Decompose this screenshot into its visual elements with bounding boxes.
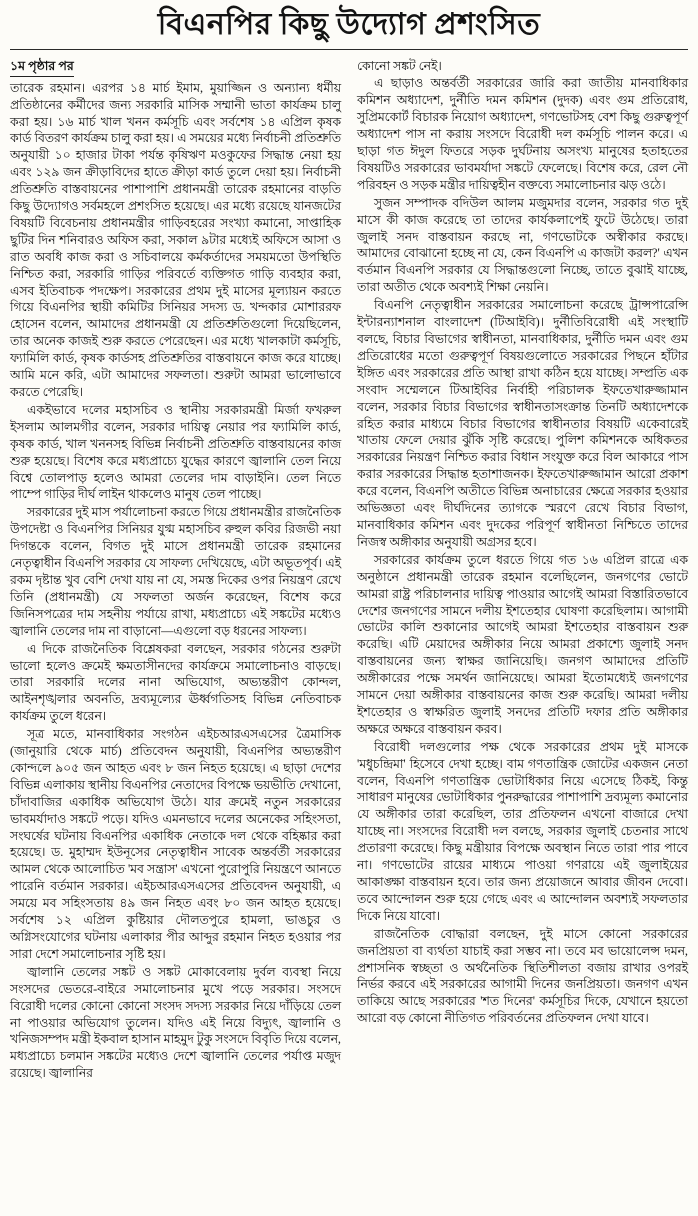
paragraph: তারেক রহমান। এরপর ১৪ মার্চ ইমাম, মুয়াজ্জিন ও অন্যান্য ধর্মীয় প্রতিষ্ঠানের কর্মীদের জন্য সরকারি মাসিক সম্মানী ভাতা কার্যক্রম চালু করা হয়। ১৬ মার্চ খাল খনন কর্মসূচি এবং সর্বশেষ ১৪ এপ্রিল কৃষক কার্ড বিতরণ কার্যক্রম চালু করা হয়। এ সময়ের মধ্যে নির্বাচনী প্রতিশ্রুতি অনুযায়ী ১০ হাজার টাকা পর্যন্ত কৃষিঋণ মওকুফের সিদ্ধান্ত নেয়া হয় এবং ১২৯ জন ক্রীড়াবিদের হাতে ক্রীড়া কার্ড তুলে দেয়া হয়। নির্বাচনী প্রতিশ্রুতি বাস্তবায়নের পাশাপাশি প্রধানমন্ত্রী তারেক রহমানের বাড়তি কিছু উদ্যোগও সর্বমহলে প্রশংসিত হয়েছে। এর মধ্যে রয়েছে যানজটের বিষয়টি বিবেচনায় প্রধানমন্ত্রীর গাড়িবহরের সংখ্যা কমানো, সাপ্তাহিক ছুটির দিন শনিবারও অফিস করা, সকাল ৯টার মধ্যেই অফিসে আসা ও রাত অবধি কাজ করা ও সচিবালয়ে কর্মকর্তাদের সময়মতো উপস্থিতি নিশ্চিত করা, সরকারি গাড়ির পরিবর্তে ব্যক্তিগত গাড়ি ব্যবহার করা, এসব ইতিবাচক পদক্ষেপ। সরকারের প্রথম দুই মাসের মূল্যায়ন করতে গিয়ে বিএনপির স্থায়ী কমিটির সিনিয়র সদস্য ড. খন্দকার মোশাররফ হোসেন বলেন, আমাদের প্রধানমন্ত্রী যে প্রতিশ্রুতিগুলো দিয়েছিলেন, তার অনেক কাজই শুরু করতে পেরেছেন। এর মধ্যে খালকাটা কর্মসূচি, ফ্যামিলি কার্ড, কৃষক কার্ডসহ প্রতিশ্রুতির বাস্তবায়নে কাজ করে যাচ্ছে। আমি মনে করি, এটা আমাদের সফলতা। শুরুটা আমরা ভালোভাবে করতে পেরেছি।: [10, 80, 341, 399]
paragraph: একইভাবে দলের মহাসচিব ও স্থানীয় সরকারমন্ত্রী মির্জা ফখরুল ইসলাম আলমগীর বলেন, সরকার দায়িত্ব নেয়ার পর ফ্যামিলি কার্ড, কৃষক কার্ড, খাল খননসহ বিভিন্ন নির্বাচনী প্রতিশ্রুতি বাস্তবায়নের কাজ শুরু হয়েছে। বিশেষ করে মধ্যপ্রাচ্যে যুদ্ধের কারণে জ্বালানি তেল নিয়ে বিশ্বে তোলপাড় হলেও আমরা তেলের দাম বাড়াইনি। তেল নিতে পাম্পে গাড়ির দীর্ঘ লাইন থাকলেও মানুষ তেল পাচ্ছে।: [10, 402, 341, 502]
paragraph: এ দিকে রাজনৈতিক বিশ্লেষকরা বলছেন, সরকার গঠনের শুরুটা ভালো হলেও ক্রমেই ক্ষমতাসীনদের কার্যক্রমে সমালোচনাও বাড়ছে। তারা সরকারি দলের নানা অভিযোগ, অভ্যন্তরীণ কোন্দল, আইনশৃঙ্খলার অবনতি, দ্রব্যমূল্যের ঊর্ধ্বগতিসহ বিভিন্ন নেতিবাচক কার্যক্রম তুলে ধরেন।: [10, 641, 341, 724]
paragraph: বিরোধী দলগুলোর পক্ষ থেকে সরকারের প্রথম দুই মাসকে 'মধুচন্দ্রিমা' হিসেবে দেখা হচ্ছে। বাম গণতান্ত্রিক জোটের একজন নেতা বলেন, বিএনপি গণতান্ত্রিক ভোটাধিকার নিয়ে এসেছে ঠিকই, কিন্তু সাধারণ মানুষের ভোটাধিকার পুনরুদ্ধারের পাশাপাশি দ্রব্যমূল্য কমানোর যে অঙ্গীকার তারা করেছিল, তার প্রতিফলন এখনো বাজারে দেখা যাচ্ছে না। সংসদের বিরোধী দল বলছে, সরকার জুলাই চেতনার সাথে প্রতারণা করেছে। কিছু মন্ত্রীয়ার বিপক্ষে অবস্থান নিতে তারা পার পাবে না। গণভোটের রায়ের মাধ্যমে পাওয়া গণরায়ে এই জুলাইয়ের আকাঙ্ক্ষা বাস্তবায়ন হবে। তার জন্য প্রয়োজনে আবার জীবন দেবো। তবে আন্দোলন শুরু হয়ে গেছে এবং এ আন্দোলন অবশ্যই সফলতার দিকে নিয়ে যাবো।: [357, 739, 688, 923]
article-column-left: [10, 58, 341, 1084]
paragraph: সূত্র মতে, মানবাধিকার সংগঠন এইচআরএসএসের ত্রৈমাসিক (জানুয়ারি থেকে মার্চ) প্রতিবেদন অনুযায়ী, বিএনপির অভ্যন্তরীণ কোন্দলে ৯০৫ জন আহত এবং ৮ জন নিহত হয়েছে। এ ছাড়া দেশের বিভিন্ন এলাকায় স্থানীয় বিএনপির নেতাদের বিপক্ষে ভয়ভীতি দেখানো, চাঁদাবাজির একাধিক অভিযোগ উঠে। যার ক্রমেই নতুন সরকারের ভাবমর্যাদাও সঙ্কটে পড়ে। যদিও এমনভাবে দলের অনেকের সহিংসতা, সংঘর্ষের ঘটনায় বিএনপির একাধিক নেতাকে দল থেকে বহিষ্কার করা হয়েছে। ড. মুহাম্মদ ইউনূসের নেতৃত্বাধীন সাবেক অন্তর্বর্তী সরকারের আমল থেকে আলোচিত 'মব সন্ত্রাস' এখনো পুরোপুরি নিয়ন্ত্রণে আনতে পারেনি বর্তমান সরকার। এইচআরএসএসের প্রতিবেদন অনুযায়ী, এ সময়ে মব সহিংসতায় ৪৯ জন নিহত এবং ৮০ জন আহত হয়েছে। সর্বশেষ ১২ এপ্রিল কুষ্টিয়ার দৌলতপুরে হামলা, ভাঙচুর ও অগ্নিসংযোগের ঘটনায় এলাকার পীর আব্দুর রহমান নিহত হওয়ার পর সারা দেশে সমালোচনার সৃষ্টি হয়।: [10, 727, 341, 961]
continuation-label: ১ম পৃষ্ঠার পর: [10, 58, 74, 77]
article-title: বিএনপির কিছু উদ্যোগ প্রশংসিত: [157, 8, 541, 41]
article-column-right: [357, 58, 688, 1029]
paragraph: রাজনৈতিক বোদ্ধারা বলছেন, দুই মাসে কোনো সরকারের জনপ্রিয়তা বা ব্যর্থতা যাচাই করা সম্ভব না। তবে মব ভায়োলেন্স দমন, প্রশাসনিক স্বচ্ছতা ও অর্থনৈতিক স্থিতিশীলতা বজায় রাখার ওপরই নির্ভর করবে এই সরকারের আগামী দিনের জনপ্রিয়তা। জনগণ এখন তাকিয়ে আছে সরকারের 'শত দিনের' কর্মসূচির দিকে, যেখানে হয়তো আরো বড় কোনো নীতিগত পরিবর্তনের প্রতিফলন দেখা যাবে।: [357, 926, 688, 1026]
paragraph: বিএনপি নেতৃত্বাধীন সরকারের সমালোচনা করেছে ট্রান্সপারেন্সি ইন্টারন্যাশনাল বাংলাদেশ (টিআইবি)। দুর্নীতিবিরোধী এই সংস্থাটি বলছে, বিচার বিভাগের স্বাধীনতা, মানবাধিকার, দুর্নীতি দমন এবং গুম প্রতিরোধের মতো গুরুত্বপূর্ণ বিষয়গুলোতে সরকারের পিছনে হাঁটার ইঙ্গিত এবং সরকারের প্রতি আস্থা রাখা কঠিন হয়ে যাচ্ছে। সম্প্রতি এক সংবাদ সম্মেলনে টিআইবির নির্বাহী পরিচালক ইফতেখারুজ্জামান বলেন, সরকার বিচার বিভাগের স্বাধীনতাসংক্রান্ত তিনটি অধ্যাদেশকে রহিত করার মাধ্যমে বিচার বিভাগের স্বাধীনতার বিষয়টি একেবারেই খাতায় ফেলে দেয়ার ঝুঁকি সৃষ্টি করেছে। পুলিশ কমিশনকে অধিকতর সরকারের নিয়ন্ত্রণ নিশ্চিত করার বিধান সংযুক্ত করে বিল আকারে পাস করার সরকারের সিদ্ধান্ত হতাশাজনক। ইফতেখারুজ্জামান আরো প্রকাশ করে বলেন, বিএনপি অতীতে বিভিন্ন অনাচারের ক্ষেত্রে সরকার হওয়ার অভিজ্ঞতা এবং দীর্ঘদিনের ত্যাগকে স্মরণে রেখে বিচার বিভাগ, মানবাধিকার কমিশন এবং দুদকের পরিপূর্ণ স্বাধীনতা নিশ্চিতে তাদের নিজস্ব অঙ্গীকার অনুযায়ী অগ্রসর হবে।: [357, 298, 688, 549]
article-body: [10, 58, 688, 1084]
title-divider: [10, 49, 688, 50]
paragraph: কোনো সঙ্কট নেই।: [357, 58, 442, 73]
paragraph: এ ছাড়াও অন্তর্বর্তী সরকারের জারি করা জাতীয় মানবাধিকার কমিশন অধ্যাদেশ, দুর্নীতি দমন কমিশন (দুদক) এবং গুম প্রতিরোধ, সুপ্রিমকোর্ট বিচারক নিয়োগ অধ্যাদেশ, গণভোটসহ বেশ কিছু গুরুত্বপূর্ণ অধ্যাদেশ পাস না করায় সংসদে বিরোধী দল কর্মসূচি পালন করে। এ ছাড়া গত ঈদুল ফিতরে সড়ক দুর্ঘটনায় অসংখ্য মানুষের হতাহতের বিষয়টিও সরকারের ভাবমর্যাদা সঙ্কটে ফেলেছে। বিশেষ করে, রেল নৌ পরিবহন ও সড়ক মন্ত্রীর দায়িত্বহীন বক্তব্যে সমালোচনার ঝড় ওঠে।: [357, 76, 688, 192]
paragraph: জ্বালানি তেলের সঙ্কট ও সঙ্কট মোকাবেলায় দুর্বল ব্যবস্থা নিয়ে সংসদের ভেতরে-বাইরে সমালোচনার মুখে পড়ে সরকার। সংসদে বিরোধী দলের কোনো কোনো সংসদ সদস্য সরকার নিয়ে দাঁড়িয়ে তেল না পাওয়ার অভিযোগ তুলেন। যদিও এই নিয়ে বিদ্যুৎ, জ্বালানি ও খনিজসম্পদ মন্ত্রী ইকবাল হাসান মাহমুদ টুকু সংসদে বিবৃতি দিয়ে বলেন, মধ্যপ্রাচ্যে চলমান সঙ্কটের মধ্যেও দেশে জ্বালানি তেলের পর্যাপ্ত মজুদ রয়েছে। জ্বালানির: [10, 964, 341, 1081]
paragraph: সরকারের কার্যক্রম তুলে ধরতে গিয়ে গত ১৬ এপ্রিল রাত্রে এক অনুষ্ঠানে প্রধানমন্ত্রী তারেক রহমান বলেছিলেন, জনগণের ভোটে আমরা রাষ্ট্র পরিচালনার দায়িত্ব পাওয়ার আগেই আমরা বিস্তারিতভাবে দেশের জনগণের সামনে দলীয় ইশতেহার ঘোষণা করেছিলাম। আগামী ভোটের কালি শুকানোর আগেই আমরা ইশতেহার বাস্তবায়ন শুরু করেছি। এটি মেয়াদের অঙ্গীকার নিয়ে আমরা প্রকাশ্যে জুলাই সনদ বাস্তবায়নের জন্য স্বাক্ষর জানিয়েছি। জনগণ আমাদের প্রতিটি অঙ্গীকারের পক্ষে সমর্থন জানিয়েছে। আমরা ইতোমধ্যেই জনগণের সামনে দেয়া অঙ্গীকার বাস্তবায়নের কাজ শুরু করেছি। আমরা দলীয় ইশতেহার ও স্বাক্ষরিত জুলাই সনদের প্রতিটি দফার প্রতি অঙ্গীকার অক্ষরে অক্ষরে বাস্তবায়ন করব।: [357, 552, 688, 736]
paragraph: সুজন সম্পাদক বদিউল আলম মজুমদার বলেন, সরকার গত দুই মাসে কী কাজ করেছে তা তাদের কার্যকলাপেই ফুটে উঠেছে। তারা জুলাই সনদ বাস্তবায়ন করছে না, গণভোটকে অস্বীকার করছে। আমাদের বোঝানো হচ্ছে না যে, কেন বিএনপি এ কাজটা করল?' এখন বর্তমান বিএনপি সরকার যে সিদ্ধান্তগুলো নিচ্ছে, তাতে বুঝাই যাচ্ছে, তারা অতীত থেকে অবশ্যই শিক্ষা নেয়নি।: [357, 195, 688, 295]
paragraph: সরকারের দুই মাস পর্যালোচনা করতে গিয়ে প্রধানমন্ত্রীর রাজনৈতিক উপদেষ্টা ও বিএনপির সিনিয়র যুগ্ম মহাসচিব রুহুল কবির রিজভী নয়া দিগন্তকে বলেন, বিগত দুই মাসে প্রধানমন্ত্রী তারেক রহমানের নেতৃত্বাধীন বিএনপি সরকার যে সাফল্য দেখিয়েছে, এটা অভূতপূর্ব। এই রকম দৃষ্টান্ত খুব বেশি দেখা যায় না যে, সমস্ত দিকের ওপর নিয়ন্ত্রণ রেখে তিনি (প্রধানমন্ত্রী) যে সফলতা অর্জন করেছেন, বিশেষ করে জিনিসপত্রের দাম সহনীয় পর্যায়ে রাখা, মধ্যপ্রাচ্যে এই সঙ্কটের মধ্যেও জ্বালানি তেলের দাম না বাড়ানো—এগুলো বড় ধরনের সাফল্য।: [10, 505, 341, 638]
